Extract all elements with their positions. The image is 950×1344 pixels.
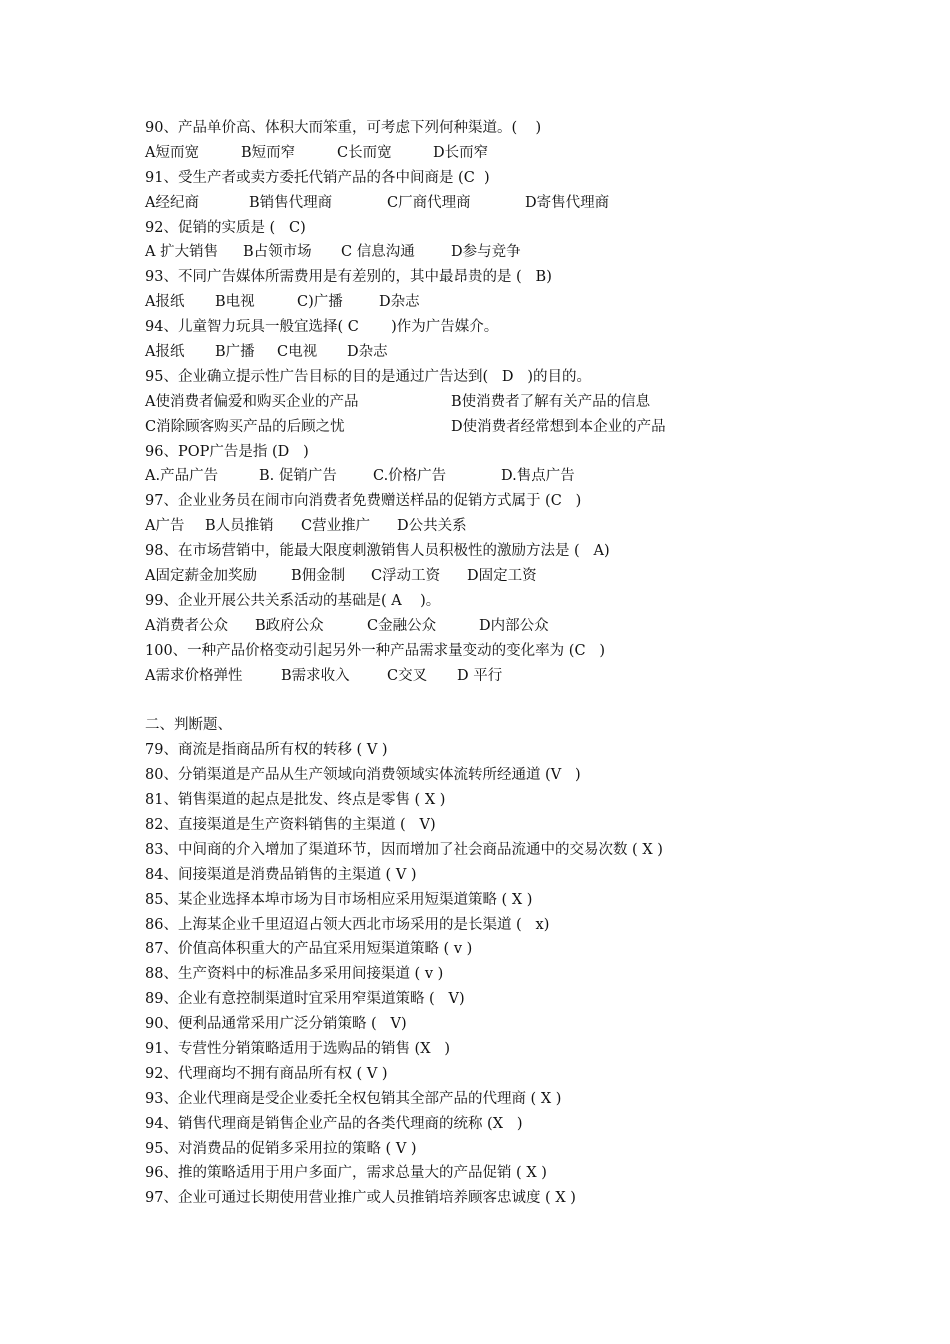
section-title: 二、判断题、 (145, 717, 232, 734)
option-item: D寄售代理商 (525, 194, 610, 211)
option-item: D公共关系 (397, 518, 467, 535)
question-text: 100、一种产品价格变动引起另外一种产品需求量变动的变化率为 (C ) (145, 642, 606, 659)
multiple-choice-section (145, 116, 845, 688)
judgment-item: 93、企业代理商是受企业委托全权包销其全部产品的代理商 ( X ) (145, 1090, 562, 1107)
option-item: D.售点广告 (501, 468, 575, 485)
judgment-item: 87、价值高体积重大的产品宜采用短渠道策略 ( v ) (145, 941, 473, 958)
option-item: B佣金制 (291, 568, 346, 585)
option-item: B占领市场 (243, 244, 312, 261)
spacer (145, 688, 845, 713)
option-item: C金融公众 (367, 617, 437, 634)
question-text: 98、在市场营销中，能最大限度刺激销售人员积极性的激励方法是 ( A) (145, 543, 610, 560)
option-item: C消除顾客购买产品的后顾之忧 (145, 418, 345, 435)
option-item: B使消费者了解有关产品的信息 (451, 393, 651, 410)
judgment-item: 91、专营性分销策略适用于选购品的销售 (X ) (145, 1040, 451, 1057)
judgment-item: 79、商流是指商品所有权的转移 ( V ) (145, 742, 388, 759)
option-item: D固定工资 (467, 568, 537, 585)
option-item: C)广播 (297, 294, 343, 311)
judgment-item: 96、推的策略适用于用户多面广，需求总量大的产品促销 ( X ) (145, 1165, 547, 1182)
option-item: B短而窄 (241, 144, 296, 161)
options-row (145, 415, 845, 440)
option-item: C电视 (277, 344, 318, 361)
question-text: 99、企业开展公共关系活动的基础是( A )。 (145, 592, 441, 609)
judgment-item: 90、便利品通常采用广泛分销策略 ( V) (145, 1016, 407, 1033)
question-text: 92、促销的实质是 ( C) (145, 219, 306, 236)
question-text: 94、儿童智力玩具一般宜选择( C )作为广告媒介。 (145, 319, 499, 336)
options-row (145, 390, 845, 415)
judgment-item: 85、某企业选择本埠市场为目市场相应采用短渠道策略 ( X ) (145, 891, 533, 908)
options-row (145, 514, 845, 539)
question-text: 90、产品单价高、体积大而笨重，可考虑下列何种渠道。( ) (145, 120, 542, 136)
options-row (145, 614, 845, 639)
document-page (145, 116, 845, 1211)
judgment-item: 95、对消费品的促销多采用拉的策略 ( V ) (145, 1140, 417, 1157)
option-item: C营业推广 (301, 518, 371, 535)
option-item: B. 促销广告 (259, 468, 337, 485)
options-row (145, 340, 845, 365)
options-row (145, 240, 845, 265)
judgment-item: 97、企业可通过长期使用营业推广或人员推销培养顾客忠诚度 ( X ) (145, 1190, 576, 1207)
judgment-item: 94、销售代理商是销售企业产品的各类代理商的统称 (X ) (145, 1115, 523, 1132)
option-item: B政府公众 (255, 617, 324, 634)
option-item: D内部公众 (479, 617, 549, 634)
option-item: A.产品广告 (145, 468, 219, 485)
judgment-item: 80、分销渠道是产品从生产领域向消费领域实体流转所经通道 (V ) (145, 767, 581, 784)
option-item: B电视 (215, 294, 255, 311)
option-item: A使消费者偏爱和购买企业的产品 (145, 393, 359, 410)
option-item: A固定薪金加奖励 (145, 568, 257, 585)
option-item: D长而窄 (433, 144, 489, 161)
judgment-item: 81、销售渠道的起点是批发、终点是零售 ( X ) (145, 792, 446, 809)
question-text: 93、不同广告媒体所需费用是有差别的，其中最昂贵的是 ( B) (145, 269, 552, 286)
judgment-item: 83、中间商的介入增加了渠道环节，因而增加了社会商品流通中的交易次数 ( X ) (145, 841, 663, 858)
option-item: A需求价格弹性 (145, 667, 243, 684)
option-item: B需求收入 (281, 667, 350, 684)
option-item: A短而宽 (145, 144, 199, 161)
options-row (145, 464, 845, 489)
option-item: B人员推销 (205, 518, 274, 535)
option-item: C.价格广告 (373, 468, 447, 485)
judgment-item: 86、上海某企业千里迢迢占领大西北市场采用的是长渠道 ( x) (145, 916, 550, 933)
option-item: C浮动工资 (371, 568, 441, 585)
judgment-item: 82、直接渠道是生产资料销售的主渠道 ( V) (145, 816, 436, 833)
judgment-item: 88、生产资料中的标准品多采用间接渠道 ( v ) (145, 966, 444, 983)
option-item: C 信息沟通 (341, 244, 415, 261)
options-row (145, 564, 845, 589)
options-row (145, 191, 845, 216)
option-item: B销售代理商 (249, 194, 333, 211)
options-row (145, 664, 845, 689)
question-text: 91、受生产者或卖方委托代销产品的各中间商是 (C ) (145, 169, 490, 186)
option-item: C长而宽 (337, 144, 392, 161)
option-item: A报纸 (145, 294, 185, 311)
option-item: D 平行 (457, 667, 503, 684)
option-item: A 扩大销售 (145, 244, 219, 261)
option-item: A广告 (145, 518, 185, 535)
question-text: 97、企业业务员在闹市向消费者免费赠送样品的促销方式属于 (C ) (145, 493, 582, 510)
option-item: D使消费者经常想到本企业的产品 (451, 418, 666, 435)
option-item: D参与竞争 (451, 244, 521, 261)
true-false-section (145, 738, 845, 1211)
option-item: C交叉 (387, 667, 428, 684)
option-item: A消费者公众 (145, 617, 228, 634)
judgment-item: 84、间接渠道是消费品销售的主渠道 ( V ) (145, 866, 417, 883)
option-item: A经纪商 (145, 194, 199, 211)
question-text: 95、企业确立提示性广告目标的目的是通过广告达到( D )的目的。 (145, 368, 592, 385)
judgment-item: 89、企业有意控制渠道时宜采用窄渠道策略 ( V) (145, 991, 465, 1008)
option-item: C厂商代理商 (387, 194, 471, 211)
options-row (145, 141, 845, 166)
question-text: 96、POP广告是指 (D ) (145, 443, 309, 460)
option-item: D杂志 (379, 294, 420, 311)
option-item: B广播 (215, 344, 255, 361)
option-item: A报纸 (145, 344, 185, 361)
option-item: D杂志 (347, 344, 388, 361)
judgment-item: 92、代理商均不拥有商品所有权 ( V ) (145, 1065, 388, 1082)
options-row (145, 290, 845, 315)
